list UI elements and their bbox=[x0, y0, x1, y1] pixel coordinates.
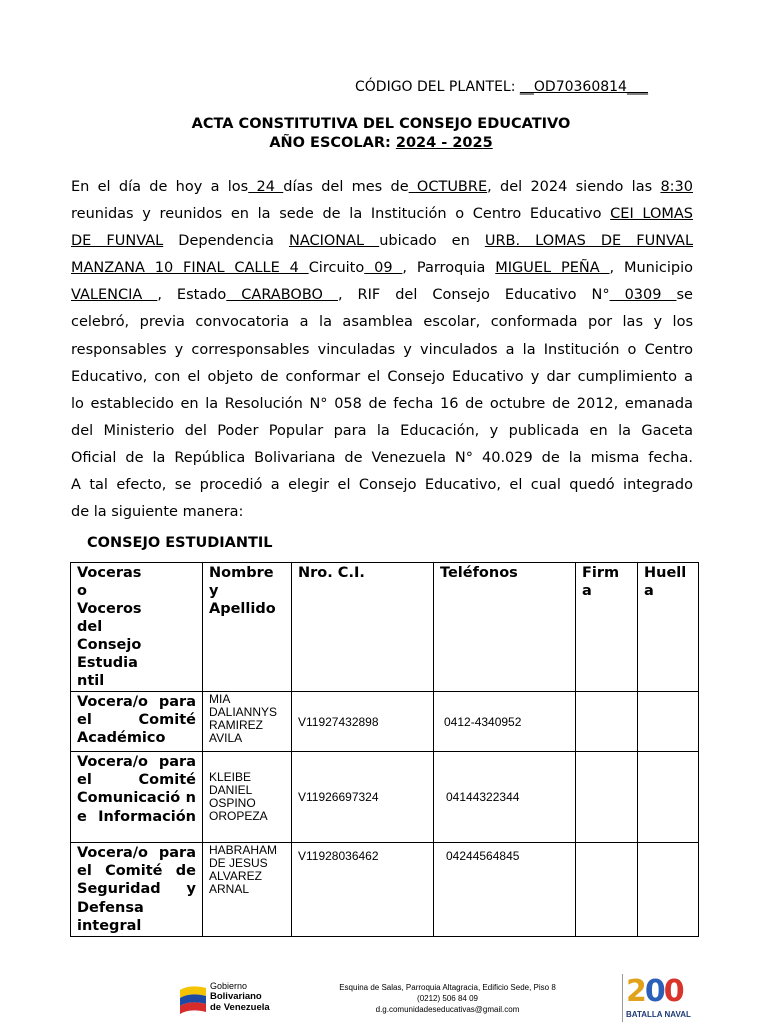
paragraph-line: VALENCIA , Estado CARABOBO , RIF del Consejo Educativo N° 0309 se bbox=[71, 287, 693, 304]
role-cell: Vocera/o para el Comité de Seguridad y Defensa integral bbox=[71, 843, 203, 937]
school-year-line bbox=[0, 135, 765, 151]
ci-cell: V11926697324 bbox=[292, 752, 434, 843]
gov-line-2: Bolivariano bbox=[210, 991, 262, 1002]
address-field-cont: MANZANA 10 FINAL CALLE 4 bbox=[71, 260, 309, 277]
signature-cell[interactable] bbox=[576, 752, 638, 843]
header-name: Nombre y Apellido bbox=[203, 563, 292, 692]
header-ci: Nro. C.I. bbox=[292, 563, 434, 692]
paragraph-line: MANZANA 10 FINAL CALLE 4 Circuito 09 , Parroquia MIGUEL PEÑA , Municipio bbox=[71, 260, 694, 277]
circuit-field: 09 bbox=[364, 260, 403, 277]
phone-cell: 0412-4340952 bbox=[434, 692, 576, 752]
paragraph-line: A tal efecto, se procedió a elegir el Consejo Educativo, el cual quedó integrado bbox=[71, 477, 693, 494]
header-role: Voceras o Voceros del Consejo Estudia ntil bbox=[71, 563, 203, 692]
header-signature: Firm a bbox=[576, 563, 638, 692]
section-title: CONSEJO ESTUDIANTIL bbox=[87, 535, 273, 551]
fingerprint-cell[interactable] bbox=[638, 843, 699, 937]
fingerprint-cell[interactable] bbox=[638, 692, 699, 752]
paragraph-line: responsables y corresponsables vinculadas y vinculados a la Institución o Centro bbox=[71, 341, 693, 358]
school-name-field-cont: DE FUNVAL bbox=[71, 233, 164, 250]
signature-cell[interactable] bbox=[576, 843, 638, 937]
table-row bbox=[71, 843, 699, 937]
table-header-row bbox=[71, 563, 699, 692]
paragraph-line: En el día de hoy a los 24 días del mes de OCTUBRE, del 2024 siendo las 8:30 bbox=[71, 179, 693, 195]
battle-number: 200 bbox=[626, 974, 683, 1009]
phone-cell: 04144322344 bbox=[434, 752, 576, 843]
municipality-field: VALENCIA bbox=[71, 287, 158, 304]
school-year-value: 2024 - 2025 bbox=[395, 135, 493, 151]
fingerprint-cell[interactable] bbox=[638, 752, 699, 843]
battle-label: BATALLA NAVAL bbox=[626, 1010, 691, 1019]
role-cell: Vocera/o para el Comité Académico bbox=[71, 692, 203, 752]
student-council-table bbox=[70, 562, 699, 937]
name-cell: KLEIBE DANIEL OSPINO OROPEZA bbox=[203, 752, 292, 843]
paragraph-line: lo establecido en la Resolución N° 058 de fecha 16 de octubre de 2012, emanada bbox=[71, 395, 693, 412]
ci-cell: V11927432898 bbox=[292, 692, 434, 752]
month-field: OCTUBRE bbox=[408, 179, 488, 195]
address-field: URB. LOMAS DE FUNVAL bbox=[484, 233, 694, 250]
parish-field: MIGUEL PEÑA bbox=[495, 260, 610, 277]
rif-field: 0309 bbox=[609, 287, 677, 304]
school-year-label: AÑO ESCOLAR: bbox=[269, 135, 391, 151]
paragraph-line: Educativo, con el objeto de conformar el Consejo Educativo y dar cumplimiento a bbox=[71, 368, 693, 385]
state-field: CARABOBO bbox=[226, 287, 338, 304]
battle-logo bbox=[626, 974, 692, 1024]
footer-divider bbox=[622, 974, 623, 1022]
paragraph-line: de la siguiente manera: bbox=[71, 504, 244, 521]
page-footer bbox=[0, 972, 768, 1024]
header-phone: Teléfonos bbox=[434, 563, 576, 692]
paragraph-line: reunidas y reunidos en la sede de la Institución o Centro Educativo CEI LOMAS bbox=[71, 206, 694, 223]
gov-line-3: de Venezuela bbox=[210, 1002, 270, 1013]
ci-cell: V11928036462 bbox=[292, 843, 434, 937]
paragraph-line: DE FUNVAL Dependencia NACIONAL ubicado en URB. LOMAS DE FUNVAL bbox=[71, 233, 694, 250]
header-fingerprint: Huell a bbox=[638, 563, 699, 692]
school-code-value: __OD70360814___ bbox=[519, 79, 648, 95]
venezuela-flag-icon bbox=[178, 982, 208, 1018]
school-name-field: CEI LOMAS bbox=[610, 206, 694, 223]
address-line: Esquina de Salas, Parroquia Altagracia, Edificio Sede, Piso 8 bbox=[339, 983, 556, 992]
government-logo bbox=[178, 978, 278, 1018]
school-code-line bbox=[355, 79, 648, 95]
name-cell: MIA DALIANNYS RAMIREZ AVILA bbox=[203, 692, 292, 752]
gov-line-1: Gobierno bbox=[210, 981, 248, 991]
name-cell: HABRAHAM DE JESUS ALVAREZ ARNAL bbox=[203, 843, 292, 937]
table-row bbox=[71, 752, 699, 843]
intro-paragraph bbox=[71, 174, 693, 526]
paragraph-line: Oficial de la República Bolivariana de Venezuela N° 40.029 de la misma fecha. bbox=[71, 449, 693, 466]
paragraph-line: del Ministerio del Poder Popular para la Educación, y publicada en la Gaceta bbox=[71, 422, 693, 439]
day-field: 24 bbox=[248, 179, 284, 195]
dependency-field: NACIONAL bbox=[288, 233, 380, 250]
paragraph-line: celebró, previa convocatoria a la asamblea escolar, conformada por las y los bbox=[71, 314, 693, 331]
document-title: ACTA CONSTITUTIVA DEL CONSEJO EDUCATIVO bbox=[191, 116, 571, 132]
school-code-label: CÓDIGO DEL PLANTEL: bbox=[355, 79, 516, 95]
phone-line: (0212) 506 84 09 bbox=[417, 994, 478, 1003]
role-cell: Vocera/o para el Comité Comunicació n e Información bbox=[71, 752, 203, 843]
time-field: 8:30 bbox=[660, 179, 693, 195]
footer-address bbox=[320, 982, 575, 1015]
signature-cell[interactable] bbox=[576, 692, 638, 752]
table-row bbox=[71, 692, 699, 752]
phone-cell: 04244564845 bbox=[434, 843, 576, 937]
email-line: d.g.comunidadeseducativas@gmail.com bbox=[375, 1005, 520, 1014]
